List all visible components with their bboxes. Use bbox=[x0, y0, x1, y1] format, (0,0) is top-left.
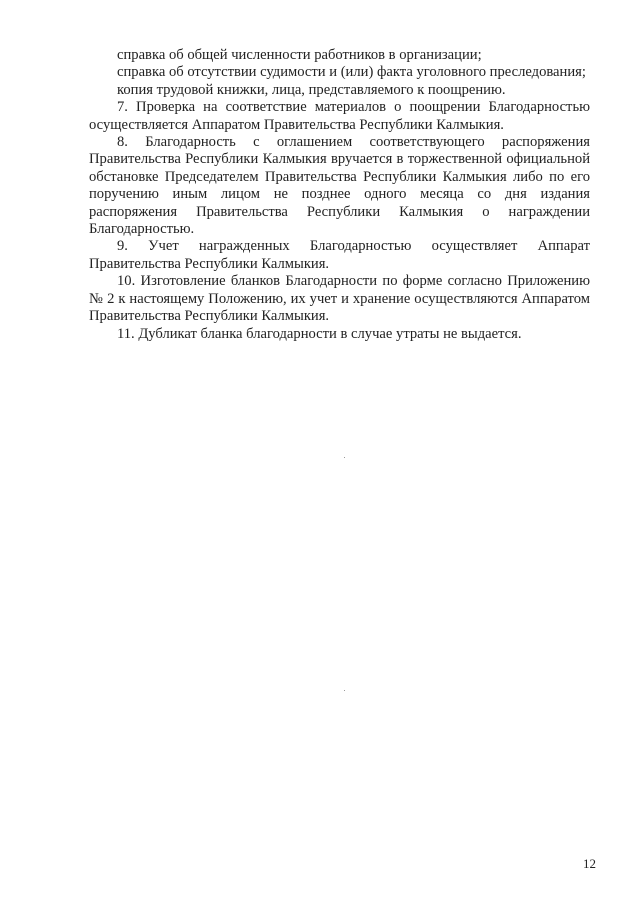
paragraph-item-8: 8. Благодарность с оглашением соответствующего распоряжения Правительства Республики Калмыкия вручается в торжественной официальной обстановке Председателем Правительства Республики Калмыкия либо по его поручению иным лицом не позднее одного месяца со дня издания распоряжения Правительства Республики Калмыкия о награждении Благодарностью. bbox=[89, 134, 590, 238]
paragraph-criminal-record-certificate: справка об отсутствии судимости и (или) факта уголовного преследования; bbox=[117, 64, 586, 81]
scan-speck bbox=[344, 457, 345, 458]
paragraph-item-9: 9. Учет награжденных Благодарностью осуществляет Аппарат Правительства Республики Калмыкия. bbox=[89, 238, 590, 272]
document-body bbox=[89, 47, 590, 343]
paragraph-staff-count-certificate: справка об общей численности работников в организации; bbox=[117, 47, 482, 63]
scan-speck bbox=[344, 690, 345, 691]
page-number: 12 bbox=[583, 856, 596, 871]
paragraph-item-10: 10. Изготовление бланков Благодарности по форме согласно Приложению № 2 к настоящему Положению, их учет и хранение осуществляются Аппаратом Правительства Республики Калмыкия. bbox=[89, 273, 590, 325]
paragraph-employment-record-copy: копия трудовой книжки, лица, представляемого к поощрению. bbox=[117, 81, 506, 98]
paragraph-item-7: 7. Проверка на соответствие материалов о поощрении Благодарностью осуществляется Аппаратом Правительства Республики Калмыкия. bbox=[89, 99, 590, 133]
paragraph-item-11: 11. Дубликат бланка благодарности в случае утраты не выдается. bbox=[117, 325, 522, 342]
